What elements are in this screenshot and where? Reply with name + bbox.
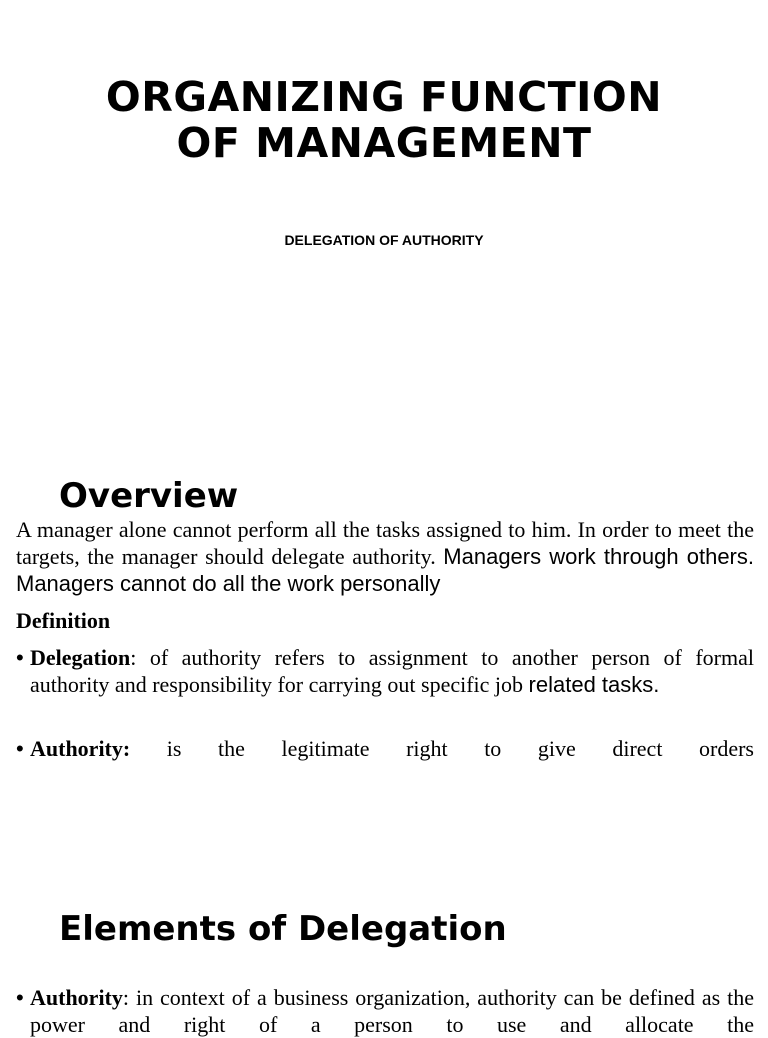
overview-paragraph-sans: Managers work through others. Managers cannot do all the work personally [16,544,754,596]
overview-paragraph-serif: A manager alone cannot perform all the tasks assigned to him. In order to meet the targets, the manager should delegate authority. [16,517,754,569]
bullet-authority-definition [16,984,754,1038]
overview-paragraph [16,516,754,597]
presentation-subtitle: DELEGATION OF AUTHORITY [284,232,484,248]
bullet-delegation [16,644,754,698]
bullet-content [30,644,754,698]
bullet-term: Delegation [30,645,131,670]
overview-heading: Overview [59,476,239,516]
bullet-text: : in context of a business organization, authority can be defined as the power and right of a person to use and allocate the [30,985,754,1037]
elements-slide [0,870,768,1037]
title-line-2: OF MANAGEMENT [176,119,592,167]
bullet-content [30,984,754,1038]
bullet-dot-icon: • [16,985,24,1010]
bullet-term: Authority [30,985,123,1010]
bullet-authority [16,735,754,762]
title-line-1: ORGANIZING FUNCTION [105,73,663,121]
bullet-dot-icon: • [16,645,24,670]
overview-slide [0,460,768,870]
bullet-text-sans: related tasks. [528,672,660,697]
presentation-title [0,74,768,166]
bullet-dot-icon: • [16,736,24,761]
definition-label: Definition [16,608,111,633]
bullet-term: Authority: [30,736,131,761]
bullet-text: : of authority refers to assignment to another person of formal authority and responsibility for carrying out specific job [30,645,754,697]
title-slide [0,0,768,460]
bullet-text: is the legitimate right to give direct orders [130,736,754,761]
elements-heading: Elements of Delegation [59,909,507,949]
bullet-content [30,735,754,762]
